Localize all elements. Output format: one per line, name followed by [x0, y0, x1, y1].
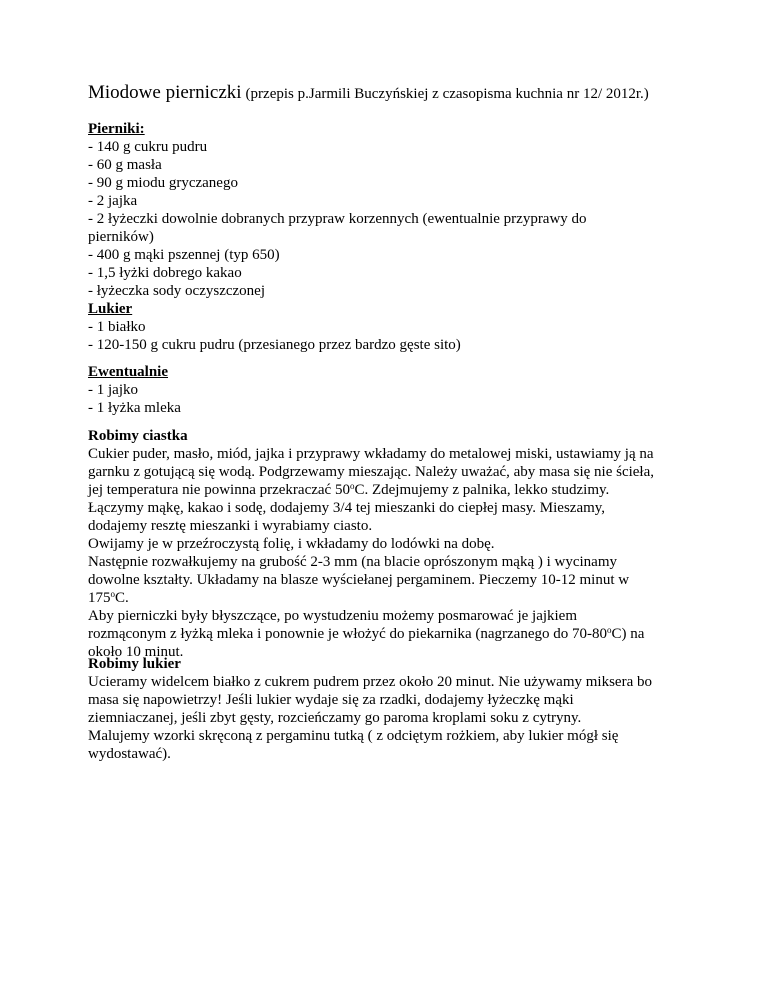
- instruction-line: rozmąconym z łyżką mleka i ponownie je włożyć do piekarnika (nagrzanego do 70-80$^o$C) na: [88, 625, 645, 642]
- degree-sign: o: [110, 589, 115, 599]
- instruction-line: Cukier puder, masło, miód, jajka i przyprawy wkładamy do metalowej miski, ustawiamy ją na: [88, 446, 654, 462]
- section-robimy-lukier: [88, 655, 688, 763]
- instruction-line: garnku z gotującą się wodą. Podgrzewamy mieszając. Należy uważać, aby masa się nie ścieła,: [88, 464, 655, 480]
- ingredient-item: - 60 g masła: [88, 157, 162, 173]
- instruction-line: dodajemy resztę mieszanki i wyrabiamy ciasto.: [88, 518, 373, 534]
- ingredient-item: - 120-150 g cukru pudru (przesianego przez bardzo gęste sito): [88, 337, 461, 353]
- pierniki-heading: Pierniki:: [88, 121, 145, 137]
- instruction-line: dowolne kształty. Układamy na blasze wyściełanej pergaminem. Pieczemy 10-12 minut w: [88, 572, 630, 588]
- ingredient-item: - 2 jajka: [88, 193, 138, 209]
- section-lukier: [88, 300, 688, 354]
- lukier-heading: Lukier: [88, 301, 133, 317]
- title-source: (przepis p.Jarmili Buczyńskiej z czasopisma kuchnia nr 12/ 2012r.): [245, 86, 649, 102]
- section-ewentualnie: [88, 363, 688, 417]
- ewentualnie-heading: Ewentualnie: [88, 364, 169, 380]
- instruction-line: Aby pierniczki były błyszczące, po wystudzeniu możemy posmarować je jajkiem: [88, 608, 578, 624]
- instruction-line: wydostawać).: [88, 746, 171, 762]
- ingredient-item: - łyżeczka sody oczyszczonej: [88, 283, 265, 299]
- instruction-line: ziemniaczanej, jeśli zbyt gęsty, rozcieńczamy go paroma kroplami soku z cytryny.: [88, 710, 582, 726]
- ingredient-item: - 1 białko: [88, 319, 146, 335]
- instruction-line: 175$^o$C.: [88, 589, 129, 606]
- title-main: Miodowe pierniczki: [88, 82, 242, 103]
- instruction-line: około 10 minut.: [88, 644, 184, 660]
- ingredient-item: - 140 g cukru pudru: [88, 139, 208, 155]
- instruction-line: Owijamy je w przeźroczystą folię, i wkładamy do lodówki na dobę.: [88, 536, 495, 552]
- ingredient-item: - 2 łyżeczki dowolnie dobranych przypraw korzennych (ewentualnie przyprawy do: [88, 211, 587, 227]
- ingredient-item: - 1 łyżka mleka: [88, 400, 181, 416]
- degree-sign: o: [349, 481, 355, 491]
- ingredient-item: - 400 g mąki pszennej (typ 650): [88, 247, 280, 263]
- section-robimy-ciastka: [88, 427, 688, 661]
- instruction-line: masa się napowietrzy! Jeśli lukier wydaje się za rzadki, dodajemy łyżeczkę mąki: [88, 692, 574, 708]
- ingredient-item: - 1,5 łyżki dobrego kakao: [88, 265, 242, 281]
- lukier-steps-heading: Robimy lukier: [88, 656, 181, 672]
- instruction-line: Łączymy mąkę, kakao i sodę, dodajemy 3/4 tej mieszanki do ciepłej masy. Mieszamy,: [88, 500, 606, 516]
- ingredient-item: - 90 g miodu gryczanego: [88, 175, 238, 191]
- ingredient-item: - 1 jajko: [88, 382, 138, 398]
- section-pierniki: [88, 120, 688, 300]
- instruction-line: jej temperatura nie powinna przekraczać 50$^o$C. Zdejmujemy z palnika, lekko studzimy.: [88, 481, 610, 498]
- instruction-line: Malujemy wzorki skręconą z pergaminu tutką ( z odciętym rożkiem, aby lukier mógł się: [88, 728, 619, 744]
- ciastka-heading: Robimy ciastka: [88, 428, 188, 444]
- instruction-line: Ucieramy widelcem białko z cukrem pudrem przez około 20 minut. Nie używamy miksera bo: [88, 674, 652, 690]
- ingredient-item: pierników): [88, 229, 154, 245]
- instruction-line: Następnie rozwałkujemy na grubość 2-3 mm (na blacie oprószonym mąką ) i wycinamy: [88, 554, 618, 570]
- recipe-title: [88, 82, 649, 105]
- degree-sign: o: [606, 625, 612, 635]
